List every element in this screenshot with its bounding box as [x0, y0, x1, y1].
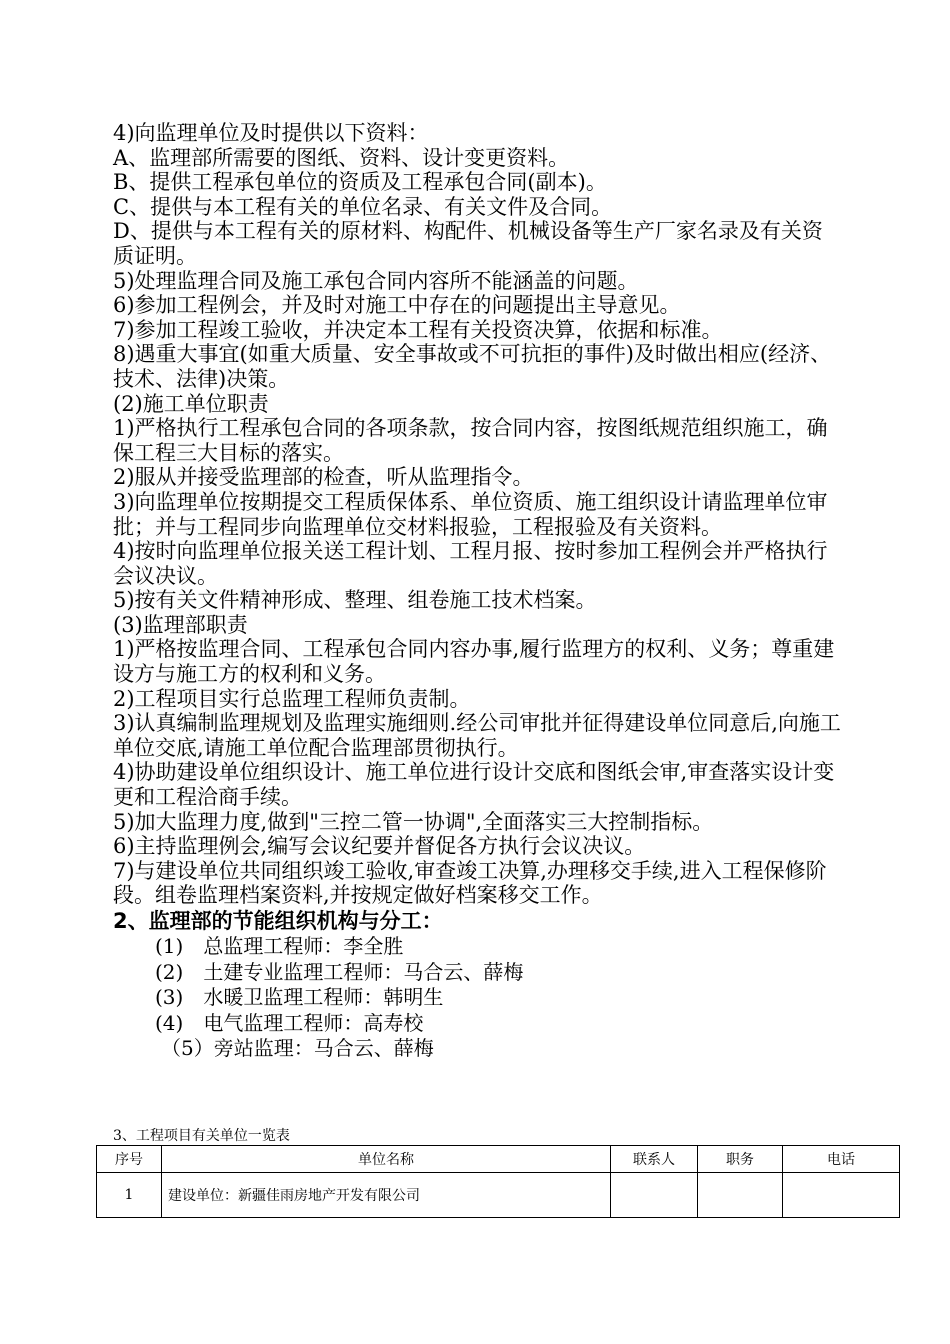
cell-phone — [783, 1173, 900, 1218]
table-header-row — [97, 1146, 900, 1173]
paragraph: 6)主持监理例会,编写会议纪要并督促各方执行会议决议。 — [113, 834, 646, 859]
paragraph: 3)认真编制监理规划及监理实施细则.经公司审批并征得建设单位同意后,向施工单位交底,请施工单位配合监理部贯彻执行。 — [113, 711, 841, 760]
paragraph: 5)加大监理力度,做到"三控二管一协调",全面落实三大控制指标。 — [113, 809, 714, 834]
header-unit-name: 单位名称 — [162, 1146, 611, 1173]
paragraph: 2)服从并接受监理部的检查，听从监理指令。 — [113, 465, 534, 490]
table-caption: 3、工程项目有关单位一览表 — [113, 1128, 290, 1144]
cell-seq: 1 — [97, 1173, 162, 1218]
cell-contact — [611, 1173, 698, 1218]
paragraph: 8)遇重大事宜(如重大质量、安全事故或不可抗拒的事件)及时做出相应(经济、技术、法律)决策。 — [113, 342, 832, 391]
document-body — [113, 121, 843, 1062]
paragraph: 6)参加工程例会，并及时对施工中存在的问题提出主导意见。 — [113, 293, 681, 318]
cell-position — [698, 1173, 783, 1218]
table-row — [97, 1173, 900, 1218]
section-heading: 2、监理部的节能组织机构与分工： — [113, 909, 443, 933]
paragraph: 7)与建设单位共同组织竣工验收,审查竣工决算,办理移交手续,进入工程保修阶段。组卷监理档案资料,并按规定做好档案移交工作。 — [113, 858, 827, 908]
header-contact: 联系人 — [611, 1146, 698, 1173]
subsection-title: (2)施工单位职责 — [113, 391, 269, 416]
cell-unit-name: 建设单位：新疆佳雨房地产开发有限公司 — [162, 1173, 611, 1218]
role-item: (4) 电气监理工程师：高寿校 — [155, 1010, 424, 1035]
paragraph: B、提供工程承包单位的资质及工程承包合同(副本)。 — [113, 170, 607, 195]
paragraph: 1)严格执行工程承包合同的各项条款，按合同内容，按图纸规范组织施工，确保工程三大目标的落实。 — [113, 416, 828, 465]
paragraph: 5)按有关文件精神形成、整理、组卷施工技术档案。 — [113, 588, 597, 613]
paragraph: C、提供与本工程有关的单位名录、有关文件及合同。 — [113, 194, 613, 219]
subsection-title: (3)监理部职责 — [113, 612, 248, 637]
paragraph: 5)处理监理合同及施工承包合同内容所不能涵盖的问题。 — [113, 268, 639, 293]
paragraph: 1)严格按监理合同、工程承包合同内容办事,履行监理方的权利、义务；尊重建设方与施工方的权利和义务。 — [113, 637, 835, 687]
paragraph: D、提供与本工程有关的原材料、构配件、机械设备等生产厂家名录及有关资质证明。 — [113, 219, 823, 268]
paragraph: 2)工程项目实行总监理工程师负责制。 — [113, 686, 471, 711]
header-seq: 序号 — [97, 1146, 162, 1173]
paragraph: 4)按时向监理单位报关送工程计划、工程月报、按时参加工程例会并严格执行会议决议。 — [113, 539, 828, 588]
header-phone: 电话 — [783, 1146, 900, 1173]
role-item: (1) 总监理工程师：李全胜 — [155, 934, 404, 958]
paragraph: 7)参加工程竣工验收，并决定本工程有关投资决算，依据和标准。 — [113, 317, 723, 342]
units-table — [96, 1145, 900, 1218]
role-item: (3) 水暖卫监理工程师：韩明生 — [155, 985, 444, 1009]
header-position: 职务 — [698, 1146, 783, 1173]
paragraph: 4)向监理单位及时提供以下资料： — [113, 121, 429, 145]
paragraph: A、监理部所需要的图纸、资料、设计变更资料。 — [113, 145, 570, 170]
role-item: (2) 土建专业监理工程师：马合云、薛梅 — [155, 959, 524, 984]
role-list — [113, 934, 843, 1062]
paragraph: 3)向监理单位按期提交工程质保体系、单位资质、施工组织设计请监理单位审批；并与工程同步向监理单位交材料报验，工程报验及有关资料。 — [113, 489, 828, 539]
paragraph: 4)协助建设单位组织设计、施工单位进行设计交底和图纸会审,审查落实设计变更和工程洽商手续。 — [113, 760, 835, 810]
role-item: （5）旁站监理：马合云、薛梅 — [161, 1036, 434, 1060]
